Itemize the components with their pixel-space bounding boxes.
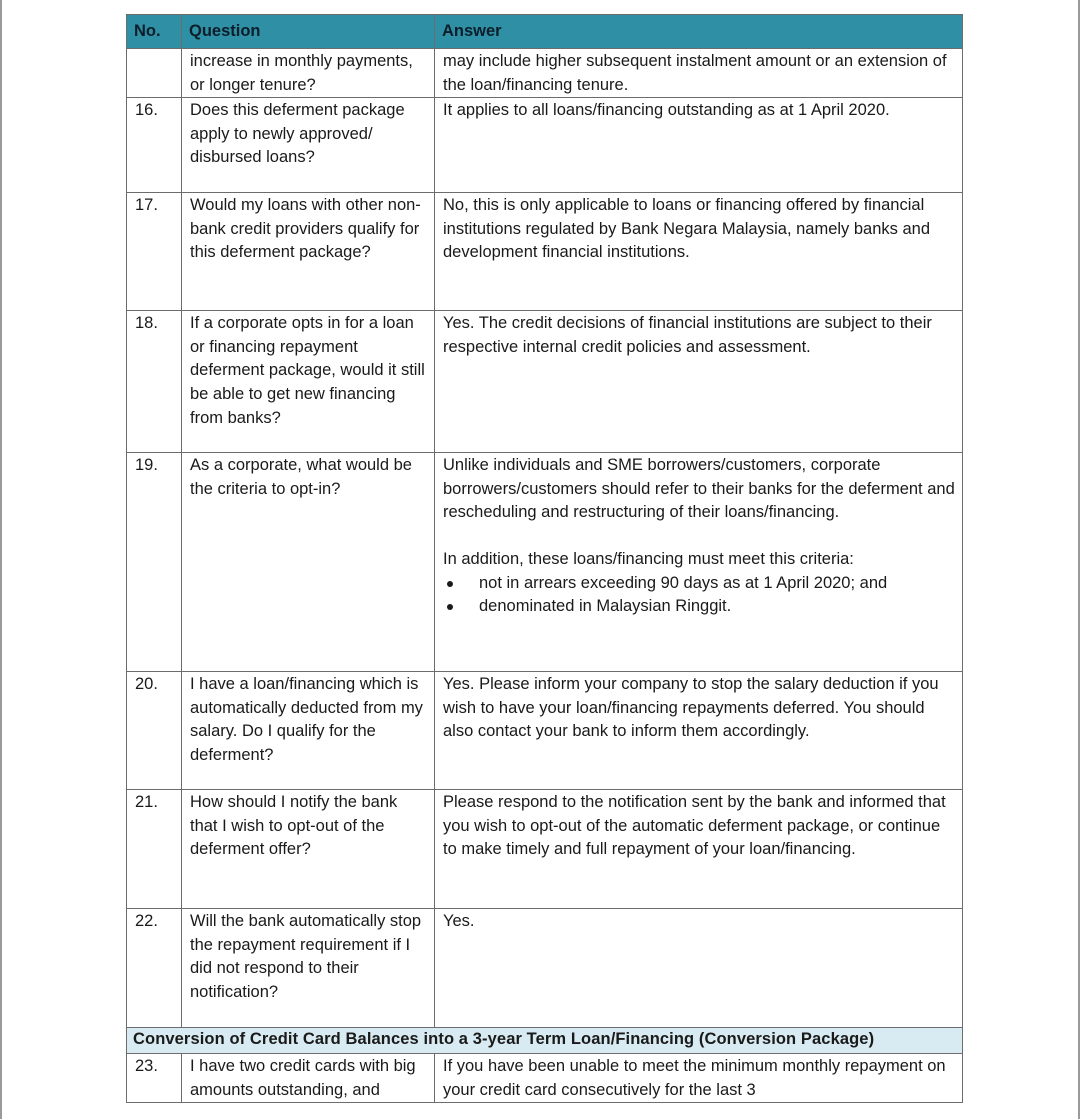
table-row — [127, 1054, 963, 1103]
row-number: 18. — [127, 311, 182, 453]
bullet-icon — [447, 581, 453, 587]
faq-table — [126, 14, 963, 1103]
header-no: No. — [127, 15, 182, 49]
table-row — [127, 909, 963, 1028]
row-question: Does this deferment package apply to newly approved/ disbursed loans? — [182, 98, 435, 193]
table-row — [127, 790, 963, 909]
list-item — [443, 595, 956, 619]
list-item-text: not in arrears exceeding 90 days as at 1 April 2020; and — [479, 573, 888, 592]
row-question: How should I notify the bank that I wish to opt-out of the deferment offer? — [182, 790, 435, 909]
row-answer: Yes. Please inform your company to stop the salary deduction if you wish to have your loan/financing repayments deferred. You should also contact your bank to inform them accordingly. — [435, 672, 963, 790]
table-row — [127, 453, 963, 672]
table-row — [127, 98, 963, 193]
row-number: 22. — [127, 909, 182, 1028]
row-answer: Yes. The credit decisions of financial institutions are subject to their respective internal credit policies and assessment. — [435, 311, 963, 453]
page-edge — [0, 0, 2, 1119]
row-number — [127, 49, 182, 98]
row-question: Would my loans with other non-bank credit providers qualify for this deferment package? — [182, 193, 435, 311]
bullet-icon — [447, 604, 453, 610]
row-question: If a corporate opts in for a loan or financing repayment deferment package, would it still be able to get new financing from banks? — [182, 311, 435, 453]
row-number: 23. — [127, 1054, 182, 1103]
section-title: Conversion of Credit Card Balances into a 3-year Term Loan/Financing (Conversion Package) — [127, 1028, 963, 1054]
row-question: Will the bank automatically stop the repayment requirement if I did not respond to their notification? — [182, 909, 435, 1028]
header-answer: Answer — [435, 15, 963, 49]
row-number: 21. — [127, 790, 182, 909]
row-number: 16. — [127, 98, 182, 193]
row-answer — [435, 453, 963, 672]
row-answer: may include higher subsequent instalment amount or an extension of the loan/financing tenure. — [435, 49, 963, 98]
list-item — [443, 572, 956, 596]
row-question: I have a loan/financing which is automatically deducted from my salary. Do I qualify for the deferment? — [182, 672, 435, 790]
row-question: As a corporate, what would be the criteria to opt-in? — [182, 453, 435, 672]
row-number: 19. — [127, 453, 182, 672]
table-row — [127, 311, 963, 453]
row-question: I have two credit cards with big amounts outstanding, and — [182, 1054, 435, 1103]
row-question: increase in monthly payments, or longer tenure? — [182, 49, 435, 98]
criteria-list — [443, 572, 956, 619]
list-item-text: denominated in Malaysian Ringgit. — [479, 597, 732, 616]
row-number: 17. — [127, 193, 182, 311]
row-answer: No, this is only applicable to loans or financing offered by financial institutions regulated by Bank Negara Malaysia, namely banks and development financial institutions. — [435, 193, 963, 311]
table-row — [127, 672, 963, 790]
answer-paragraph: Unlike individuals and SME borrowers/customers, corporate borrowers/customers should refer to their banks for the deferment and rescheduling and restructuring of their loans/financing. — [443, 456, 955, 522]
header-question: Question — [182, 15, 435, 49]
row-answer: Please respond to the notification sent by the bank and informed that you wish to opt-out of the automatic deferment package, or continue to make timely and full repayment of your loan/financing. — [435, 790, 963, 909]
row-answer: If you have been unable to meet the minimum monthly repayment on your credit card consecutively for the last 3 — [435, 1054, 963, 1103]
answer-paragraph: In addition, these loans/financing must meet this criteria: — [443, 549, 854, 568]
row-answer: It applies to all loans/financing outstanding as at 1 April 2020. — [435, 98, 963, 193]
table-row — [127, 193, 963, 311]
row-answer: Yes. — [435, 909, 963, 1028]
section-row — [127, 1028, 963, 1054]
table-row — [127, 49, 963, 98]
table-header-row — [127, 15, 963, 49]
row-number: 20. — [127, 672, 182, 790]
